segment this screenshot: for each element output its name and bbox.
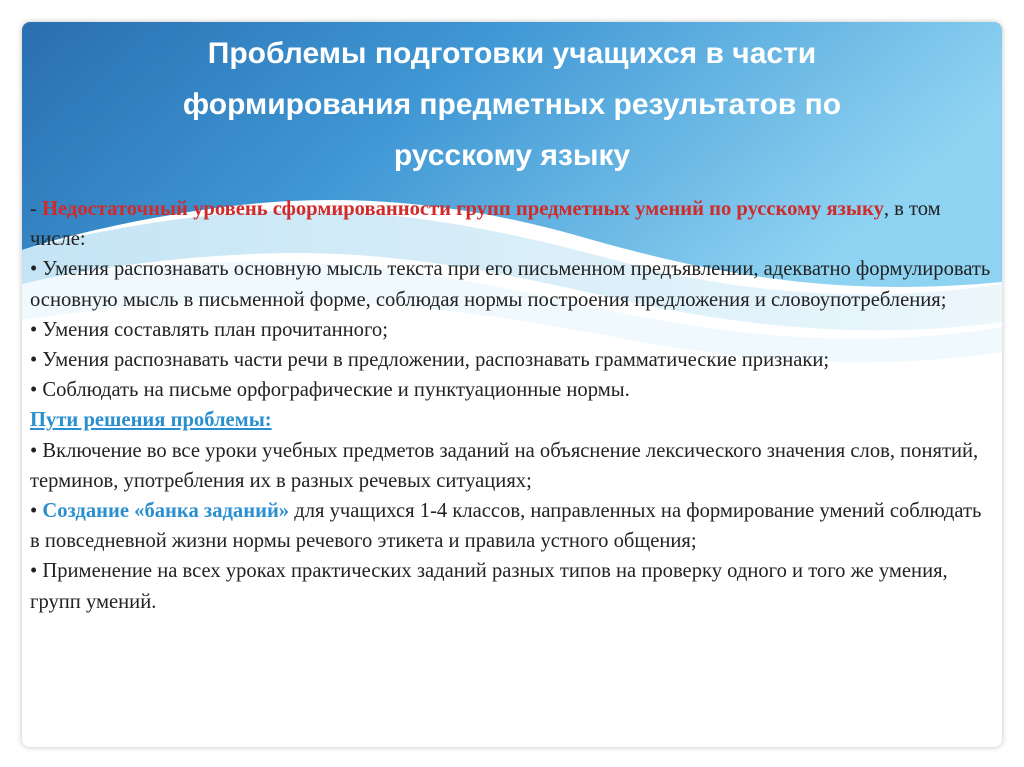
- slide: [22, 22, 1002, 747]
- intro-paragraph: [30, 194, 992, 254]
- intro-dash: -: [30, 198, 37, 220]
- solutions-heading-row: [30, 405, 992, 435]
- solution-item-2: [30, 496, 992, 556]
- intro-rest: , в том числе:: [30, 198, 941, 251]
- title-line-2: формирования предметных результатов по: [182, 88, 842, 121]
- solution-2-highlight: Создание «банка заданий»: [42, 500, 290, 523]
- problem-item-1: • Умения распознавать основную мысль текста при его письменном предъявлении, адекватно формулировать основную мысль в письменной форме, соблюдая нормы построения предложения и словоупотребления;: [30, 258, 991, 311]
- title-line-3: русскому языку: [393, 139, 631, 172]
- title-line-1: Проблемы подготовки учащихся в части: [207, 37, 817, 70]
- slide-body: [30, 194, 992, 617]
- problem-item-4: • Соблюдать на письме орфографические и пунктуационные нормы.: [30, 379, 630, 402]
- problem-item-2: • Умения составлять план прочитанного;: [30, 318, 388, 341]
- solutions-heading: Пути решения проблемы:: [30, 409, 272, 432]
- intro-highlight: Недостаточный уровень сформированности групп предметных умений по русскому языку: [42, 198, 884, 220]
- solution-item-3: • Применение на всех уроках практических заданий разных типов на проверку одного и того же умения, групп умений.: [30, 560, 948, 613]
- solution-item-1: • Включение во все уроки учебных предметов заданий на объяснение лексического значения слов, понятий, терминов, употребления их в разных речевых ситуациях;: [30, 439, 979, 492]
- solution-2-bullet: •: [30, 500, 43, 523]
- slide-title: [62, 28, 962, 181]
- solution-2-rest: для учащихся 1-4 классов, направленных на формирование умений соблюдать в повседневной жизни нормы речевого этикета и правила устного общения;: [30, 500, 982, 553]
- problem-item-3: • Умения распознавать части речи в предложении, распознавать грамматические признаки;: [30, 349, 830, 372]
